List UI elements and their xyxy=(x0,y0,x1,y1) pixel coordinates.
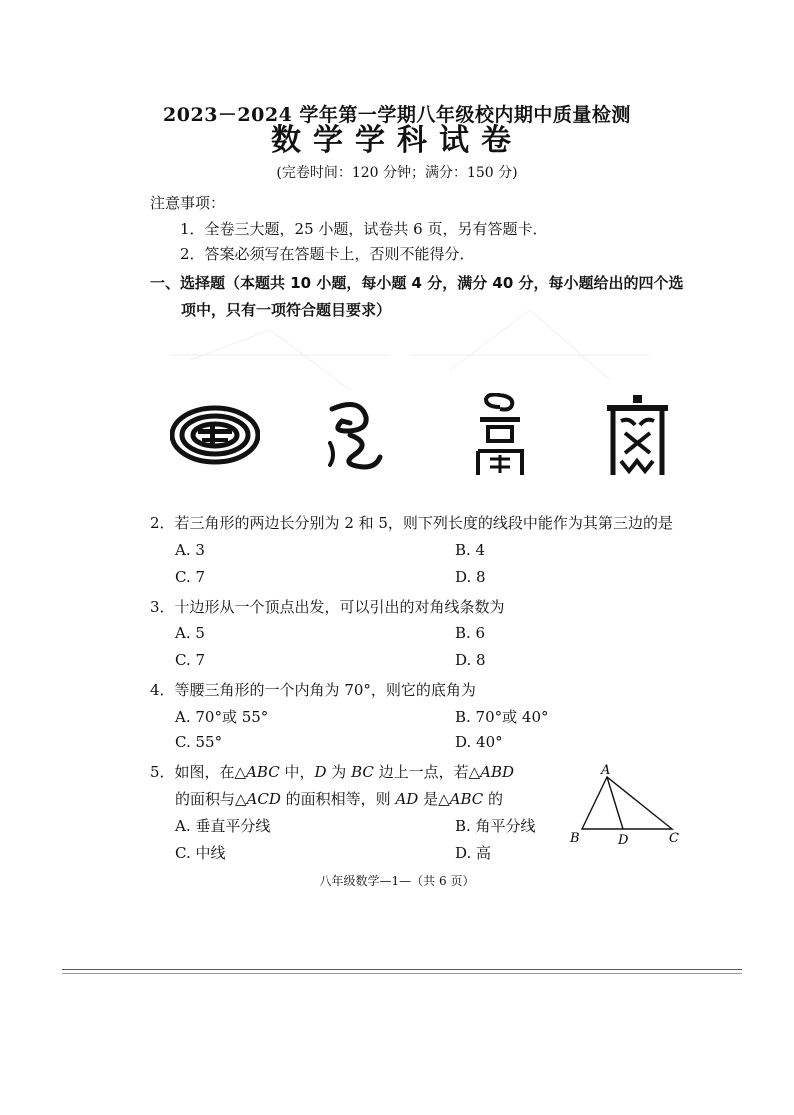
section-heading xyxy=(150,270,710,324)
question-3-stem: 3．十边形从一个顶点出发，可以引出的对角线条数为 xyxy=(150,598,505,616)
triangle-outline xyxy=(582,777,672,829)
question-5-option-a: A. 垂直平分线 xyxy=(175,817,271,835)
exam-title: 2023－2024 学年第一学期八年级校内期中质量检测 xyxy=(163,104,631,126)
page-footer: 八年级数学—1—（共 6 页） xyxy=(319,874,475,888)
section-heading-line1: 一、选择题（本题共 10 小题，每小题 4 分，满分 40 分，每小题给出的四个选 xyxy=(150,274,684,292)
question-2-option-b: B. 4 xyxy=(455,541,486,559)
notes-heading: 注意事项： xyxy=(150,194,226,212)
subject-title: 数学学科试卷 xyxy=(271,123,523,158)
question-5-stem-line2: 的面积与△ACD 的面积相等，则 AD 是△ABC 的 xyxy=(175,790,504,808)
question-4-option-d: D. 40° xyxy=(455,733,503,751)
seal-script-glyph-icon xyxy=(470,393,530,478)
segment-ad xyxy=(607,777,623,829)
scan-edge-rule xyxy=(62,973,742,974)
vertex-label-b: B xyxy=(570,831,580,846)
question-5-option-c: C. 中线 xyxy=(175,844,226,862)
question-2-option-d: D. 8 xyxy=(455,568,486,586)
question-4-option-b: B. 70°或 40° xyxy=(455,708,549,726)
note-item: 1．全卷三大题，25 小题，试卷共 6 页，另有答题卡． xyxy=(180,220,548,238)
question-3-option-d: D. 8 xyxy=(455,651,486,669)
triangle-figure xyxy=(565,762,690,850)
question-5-option-d: D. 高 xyxy=(455,844,492,862)
exam-info: (完卷时间：120 分钟；满分：150 分) xyxy=(276,165,518,181)
vertex-label-a: A xyxy=(601,763,611,778)
round-spiral-glyph-icon xyxy=(170,405,260,465)
question-3-option-c: C. 7 xyxy=(175,651,206,669)
question-4-option-c: C. 55° xyxy=(175,733,223,751)
question-2-option-a: A. 3 xyxy=(175,541,205,559)
question-5-stem: 5．如图，在△ABC 中，D 为 BC 边上一点，若△ABD xyxy=(150,763,515,781)
question-2-option-c: C. 7 xyxy=(175,568,206,586)
swirl-glyph-icon xyxy=(320,395,385,475)
question-3-option-b: B. 6 xyxy=(455,624,486,642)
section-heading-line2: 项中，只有一项符合题目要求） xyxy=(181,301,392,319)
question-5-option-b: B. 角平分线 xyxy=(455,817,536,835)
question-2-stem: 2．若三角形的两边长分别为 2 和 5，则下列长度的线段中能作为其第三边的是 xyxy=(150,514,673,532)
question-4-stem: 4．等腰三角形的一个内角为 70°，则它的底角为 xyxy=(150,681,476,699)
vertex-label-c: C xyxy=(669,831,679,846)
question-3-option-a: A. 5 xyxy=(175,624,205,642)
vertex-label-d: D xyxy=(618,833,629,848)
note-item: 2．答案必须写在答题卡上，否则不能得分． xyxy=(180,245,475,263)
scan-edge-rule xyxy=(62,969,742,970)
question-4-option-a: A. 70°或 55° xyxy=(175,708,269,726)
mask-glyph-icon xyxy=(605,395,670,480)
